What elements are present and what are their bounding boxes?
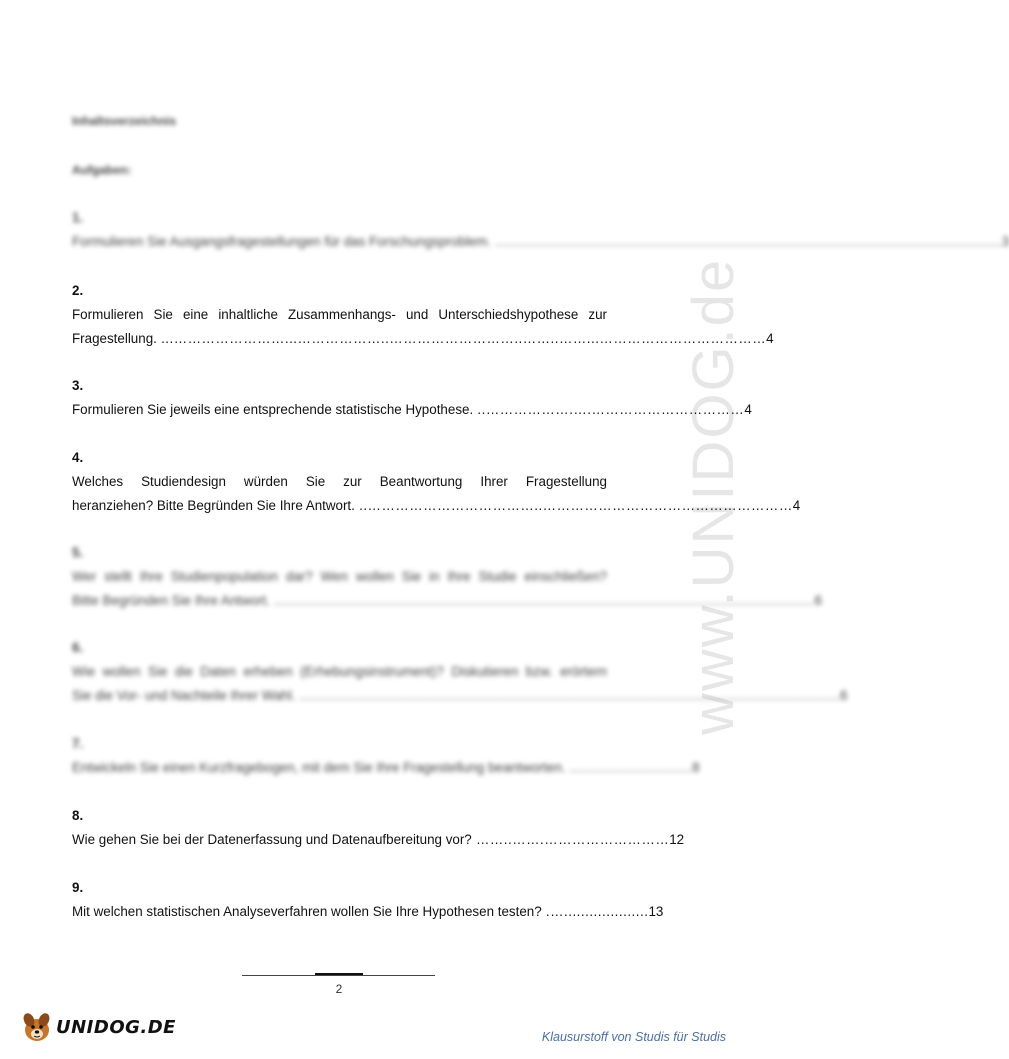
logo-text: UNIDOG.DE [56,1016,176,1038]
entry-text: Wie gehen Sie bei der Datenerfassung und Datenaufbereitung vor? [72,832,472,847]
toc-entry-8 [72,803,685,852]
entry-line: Bitte Begründen Sie Ihre Antwort. ................................................................................................................................ 6 [72,589,607,613]
entry-page: 13 [648,904,664,919]
entry-number: 3. [72,378,84,393]
entry-text: Fragestellung. [72,330,157,346]
entry-number: 4. [72,450,84,465]
entry-text: Mit welchen statistischen Analyseverfahren wollen Sie Ihre Hypothesen testen? [72,904,542,919]
tagline: Klausurstoff von Studis für Studis [541,1030,726,1044]
entry-text: Formulieren Sie jeweils eine entsprechende statistische Hypothese. [72,402,474,417]
toc-entry-3 [72,373,752,422]
footer-divider [242,975,435,976]
entry-text: Sie die Vor- und Nachteile Ihrer Wahl. [72,687,296,703]
footer-divider-accent [315,973,363,975]
toc-entry-6 [72,635,848,707]
page-number: 2 [335,982,343,996]
toc-entry-7 [72,731,700,780]
entry-page: 4 [744,402,752,417]
unidog-logo [20,1010,176,1044]
entry-page: 12 [669,832,685,847]
entry-line: Mit welchen statistischen Analyseverfahren wollen Sie Ihre Hypothesen testen? .….................... 13 [72,900,607,924]
entry-number: 1. [72,210,84,225]
entry-text: heranziehen? Bitte Begründen Sie Ihre Antwort. [72,497,355,513]
entry-number: 2. [72,283,84,298]
toc-entry-1 [72,205,1009,254]
entry-line: Sie die Vor- und Nachteile Ihrer Wahl. ................................................................................................................................ 6 [72,684,607,708]
entry-line: Formulieren Sie eine inhaltliche Zusammenhangs- und Unterschiedshypothese zur [72,307,607,322]
entry-number: 8. [72,808,84,823]
entry-line: Wie gehen Sie bei der Datenerfassung und Datenaufbereitung vor? ……..…….……………………… 12 [72,828,607,852]
toc-entry-4 [72,445,801,517]
entry-line: Wie wollen Sie die Daten erheben (Erhebungsinstrument)? Diskutieren bzw. erörtern [72,664,607,679]
entry-page: 6 [839,687,848,703]
entry-page: 4 [766,330,774,346]
entry-line: Welches Studiendesign würden Sie zur Beantwortung Ihrer Fragestellung [72,474,607,489]
entry-text: Entwickeln Sie einen Kurzfragebogen, mit dem Sie Ihre Fragestellung beantworten. [72,760,566,775]
entry-number: 7. [72,736,84,751]
entry-line: Wer stellt Ihre Studienpopulation dar? Wen wollen Sie in Ihre Studie einschließen? [72,569,607,584]
entry-page: 6 [814,592,822,608]
entry-number: 9. [72,880,84,895]
entry-page: 3 [1001,234,1009,249]
toc-heading: Inhaltsverzeichnis [72,114,177,128]
entry-line: Entwickeln Sie einen Kurzfragebogen, mit dem Sie Ihre Fragestellung beantworten. ............................. 8 [72,756,607,780]
entry-page: 8 [692,760,700,775]
toc-entry-5 [72,540,822,612]
entry-line: Fragestellung. ...……………………...………………..………………………..……..……...……………………………… 4 [72,327,607,351]
entry-text: Formulieren Sie Ausgangsfragestellungen für das Forschungsproblem. [72,234,492,249]
entry-page: 4 [792,497,801,513]
toc-subheading: Aufgaben: [72,163,132,177]
entry-text: Bitte Begründen Sie Ihre Antwort. [72,592,271,608]
dog-mascot-icon [20,1010,54,1044]
entry-line: Formulieren Sie jeweils eine entsprechende statistische Hypothese. ..……………….….…………………………… 4 [72,398,607,422]
entry-line: Formulieren Sie Ausgangsfragestellungen für das Forschungsproblem. ........................................................................................................................ 3 [72,230,607,254]
entry-number: 5. [72,545,84,560]
watermark: www.UNIDOG.de [681,257,746,735]
entry-line: heranziehen? Bitte Begründen Sie Ihre Antwort. ..………………………………..……………………………………………… 4 [72,494,607,518]
toc-entry-9 [72,875,664,924]
entry-number: 6. [72,640,84,655]
toc-entry-2 [72,278,774,350]
